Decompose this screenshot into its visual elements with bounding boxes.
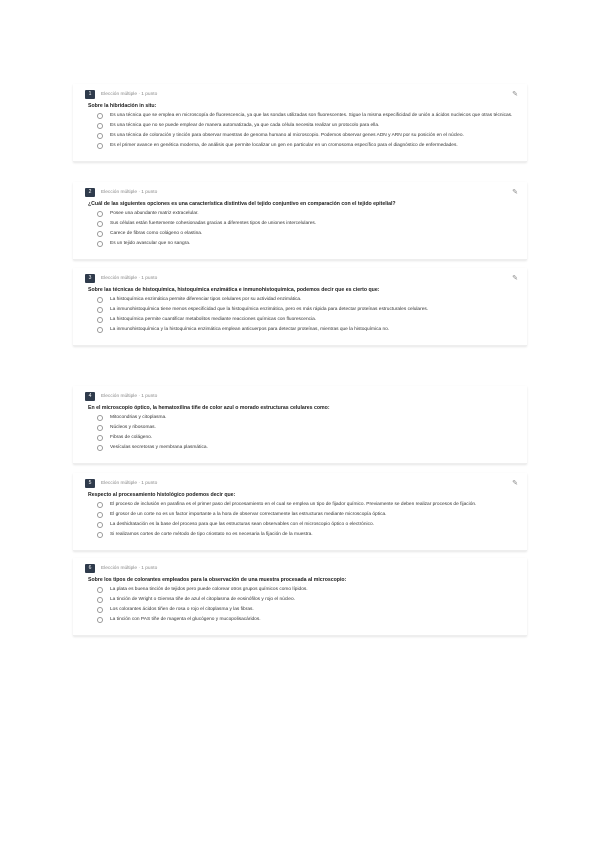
- answer-option[interactable]: [97, 231, 519, 237]
- radio-button[interactable]: [97, 532, 103, 538]
- answer-option[interactable]: [97, 317, 519, 323]
- answer-option[interactable]: [97, 617, 519, 623]
- question-number: 4: [85, 392, 95, 401]
- question-header: [85, 563, 519, 574]
- option-label: Es el primer avance en genética moderna, de análisis que permite localizar un gen en particular en un cromosoma específico para el diagnóstico de enfermedades.: [110, 143, 458, 148]
- pin-icon[interactable]: ✎: [512, 188, 518, 196]
- option-label: La deshidratación es la base del proceso para que las estructuras sean observables con el microscopio óptico o electrónico.: [110, 522, 374, 527]
- answer-option[interactable]: [97, 327, 519, 333]
- option-label: Es un tejido avascular que no sangra.: [110, 241, 191, 246]
- question-number: 6: [85, 564, 95, 573]
- answer-option[interactable]: [97, 221, 519, 227]
- radio-button[interactable]: [97, 113, 103, 119]
- option-label: El grosor de un corte no es un factor importante a la hora de observar correctamente las estructuras mediante microscopía óptica.: [110, 512, 387, 517]
- radio-button[interactable]: [97, 587, 103, 593]
- radio-button[interactable]: [97, 327, 103, 333]
- radio-button[interactable]: [97, 617, 103, 623]
- question-text: Sobre las técnicas de histoquímica, histoquímica enzimática e inmunohistoquímica, podemos decir que es cierto que:: [88, 287, 380, 293]
- question-number: 5: [85, 479, 95, 488]
- question-text: En el microscopio óptico, la hematoxilina tiñe de color azul o morado estructuras celulares como:: [88, 405, 330, 411]
- question-text: Respecto al procesamiento histológico podemos decir que:: [88, 492, 236, 498]
- question-header: [85, 187, 519, 198]
- answer-option[interactable]: [97, 532, 519, 538]
- answer-option[interactable]: [97, 587, 519, 593]
- option-label: Sus células están fuertemente cohesionadas gracias a diferentes tipos de uniones intercelulares.: [110, 221, 317, 226]
- answer-option[interactable]: [97, 512, 519, 518]
- answer-option[interactable]: [97, 133, 519, 139]
- question-type: Elección múltiple · 1 punto: [101, 481, 158, 486]
- radio-button[interactable]: [97, 512, 103, 518]
- radio-button[interactable]: [97, 297, 103, 303]
- question-card: [73, 473, 527, 551]
- option-label: La tinción de Wright o Giemsa tiñe de azul el citoplasma de eosinófilos y rojo el núcleo.: [110, 597, 295, 602]
- radio-button[interactable]: [97, 425, 103, 431]
- answer-option[interactable]: [97, 435, 519, 441]
- option-label: Es una técnica que no se puede emplear de manera automatizada, ya que cada célula necesita realizar un protocolo para ella.: [110, 123, 380, 128]
- radio-button[interactable]: [97, 502, 103, 508]
- answer-option[interactable]: [97, 123, 519, 129]
- question-card: [73, 84, 527, 162]
- answer-option[interactable]: [97, 502, 519, 508]
- answer-option[interactable]: [97, 445, 519, 451]
- question-type: Elección múltiple · 1 punto: [101, 190, 158, 195]
- option-label: El proceso de inclusión en parafina es el primer paso del procesamiento en el cual se emplea un tipo de fijador químico. Previamente se deben realizar procesos de fijación.: [110, 502, 477, 507]
- radio-button[interactable]: [97, 123, 103, 129]
- radio-button[interactable]: [97, 221, 103, 227]
- option-label: La histoquímica enzimática permite diferenciar tipos celulares por su actividad enzimática.: [110, 297, 302, 302]
- option-label: Si realizamos cortes de corte método de tipo criostato no es necesaria la fijación de la muestra.: [110, 532, 313, 537]
- answer-option[interactable]: [97, 425, 519, 431]
- option-label: Vesículas secretoras y membrana plasmática.: [110, 445, 208, 450]
- option-label: Núcleos y ribosomas.: [110, 425, 156, 430]
- question-header: [85, 478, 519, 489]
- radio-button[interactable]: [97, 317, 103, 323]
- question-type: Elección múltiple · 1 punto: [101, 566, 158, 571]
- answer-option[interactable]: [97, 597, 519, 603]
- radio-button[interactable]: [97, 231, 103, 237]
- answer-option[interactable]: [97, 241, 519, 247]
- answer-option[interactable]: [97, 297, 519, 303]
- answer-option[interactable]: [97, 415, 519, 421]
- option-label: Es una técnica de coloración y tinción para observar muestras de genoma humano al microscopio. Podemos observar genes ADN y ARN por su posición en el núcleo.: [110, 133, 464, 138]
- question-text: Sobre los tipos de colorantes empleados para la observación de una muestra procesada al microscopio:: [88, 577, 347, 583]
- question-card: [73, 268, 527, 346]
- option-label: Los colorantes ácidos tiñen de rosa o rojo el citoplasma y las fibras.: [110, 607, 254, 612]
- question-card: [73, 386, 527, 464]
- radio-button[interactable]: [97, 211, 103, 217]
- answer-option[interactable]: [97, 211, 519, 217]
- radio-button[interactable]: [97, 415, 103, 421]
- option-label: Posee una abundante matriz extracelular.: [110, 211, 199, 216]
- option-label: La inmunohistoquímica y la histoquímica enzimática emplean anticuerpos para detectar proteínas, mientras que la histoquímica no.: [110, 327, 390, 332]
- radio-button[interactable]: [97, 597, 103, 603]
- radio-button[interactable]: [97, 133, 103, 139]
- pin-icon[interactable]: ✎: [512, 90, 518, 98]
- question-card: [73, 182, 527, 260]
- option-label: Fibras de colágeno.: [110, 435, 153, 440]
- answer-option[interactable]: [97, 607, 519, 613]
- pin-icon[interactable]: ✎: [512, 274, 518, 282]
- radio-button[interactable]: [97, 607, 103, 613]
- option-label: La inmunohistoquímica tiene menos especificidad que la histoquímica enzimática, pero es más rápida para detectar proteínas estructurales celulares.: [110, 307, 429, 312]
- question-number: 2: [85, 188, 95, 197]
- option-label: La histoquímica permite cuantificar metabolitos mediante reacciones químicas con fluorescencia.: [110, 317, 317, 322]
- option-label: Carece de fibras como colágeno o elastina.: [110, 231, 203, 236]
- radio-button[interactable]: [97, 241, 103, 247]
- question-text: Sobre la hibridación in situ:: [88, 103, 157, 109]
- question-header: [85, 391, 519, 402]
- question-text: ¿Cuál de las siguientes opciones es una característica distintiva del tejido conjuntivo en comparación con el tejido epitelial?: [88, 201, 396, 207]
- answer-option[interactable]: [97, 522, 519, 528]
- question-number: 1: [85, 90, 95, 99]
- question-type: Elección múltiple · 1 punto: [101, 92, 158, 97]
- option-label: Es una técnica que se emplea en microscopía de fluorescencia, ya que las sondas utilizadas son fluorescentes. Sigue la misma especificidad de unión a ácidos nucleicos que otras técnicas.: [110, 113, 513, 118]
- answer-option[interactable]: [97, 307, 519, 313]
- pin-icon[interactable]: ✎: [512, 479, 518, 487]
- radio-button[interactable]: [97, 522, 103, 528]
- question-number: 3: [85, 274, 95, 283]
- option-label: La tinción con PAS tiñe de magenta el glucógeno y mucopolisacáridos.: [110, 617, 261, 622]
- option-label: Mitocondrias y citoplasma.: [110, 415, 167, 420]
- answer-option[interactable]: [97, 143, 519, 149]
- question-card: [73, 558, 527, 636]
- radio-button[interactable]: [97, 445, 103, 451]
- radio-button[interactable]: [97, 435, 103, 441]
- radio-button[interactable]: [97, 143, 103, 149]
- question-header: [85, 89, 519, 100]
- question-type: Elección múltiple · 1 punto: [101, 394, 158, 399]
- option-label: La plata es buena tinción de tejidos pero puede colorear otros grupos químicos como lípidos.: [110, 587, 308, 592]
- radio-button[interactable]: [97, 307, 103, 313]
- question-type: Elección múltiple · 1 punto: [101, 276, 158, 281]
- answer-option[interactable]: [97, 113, 519, 119]
- question-header: [85, 273, 519, 284]
